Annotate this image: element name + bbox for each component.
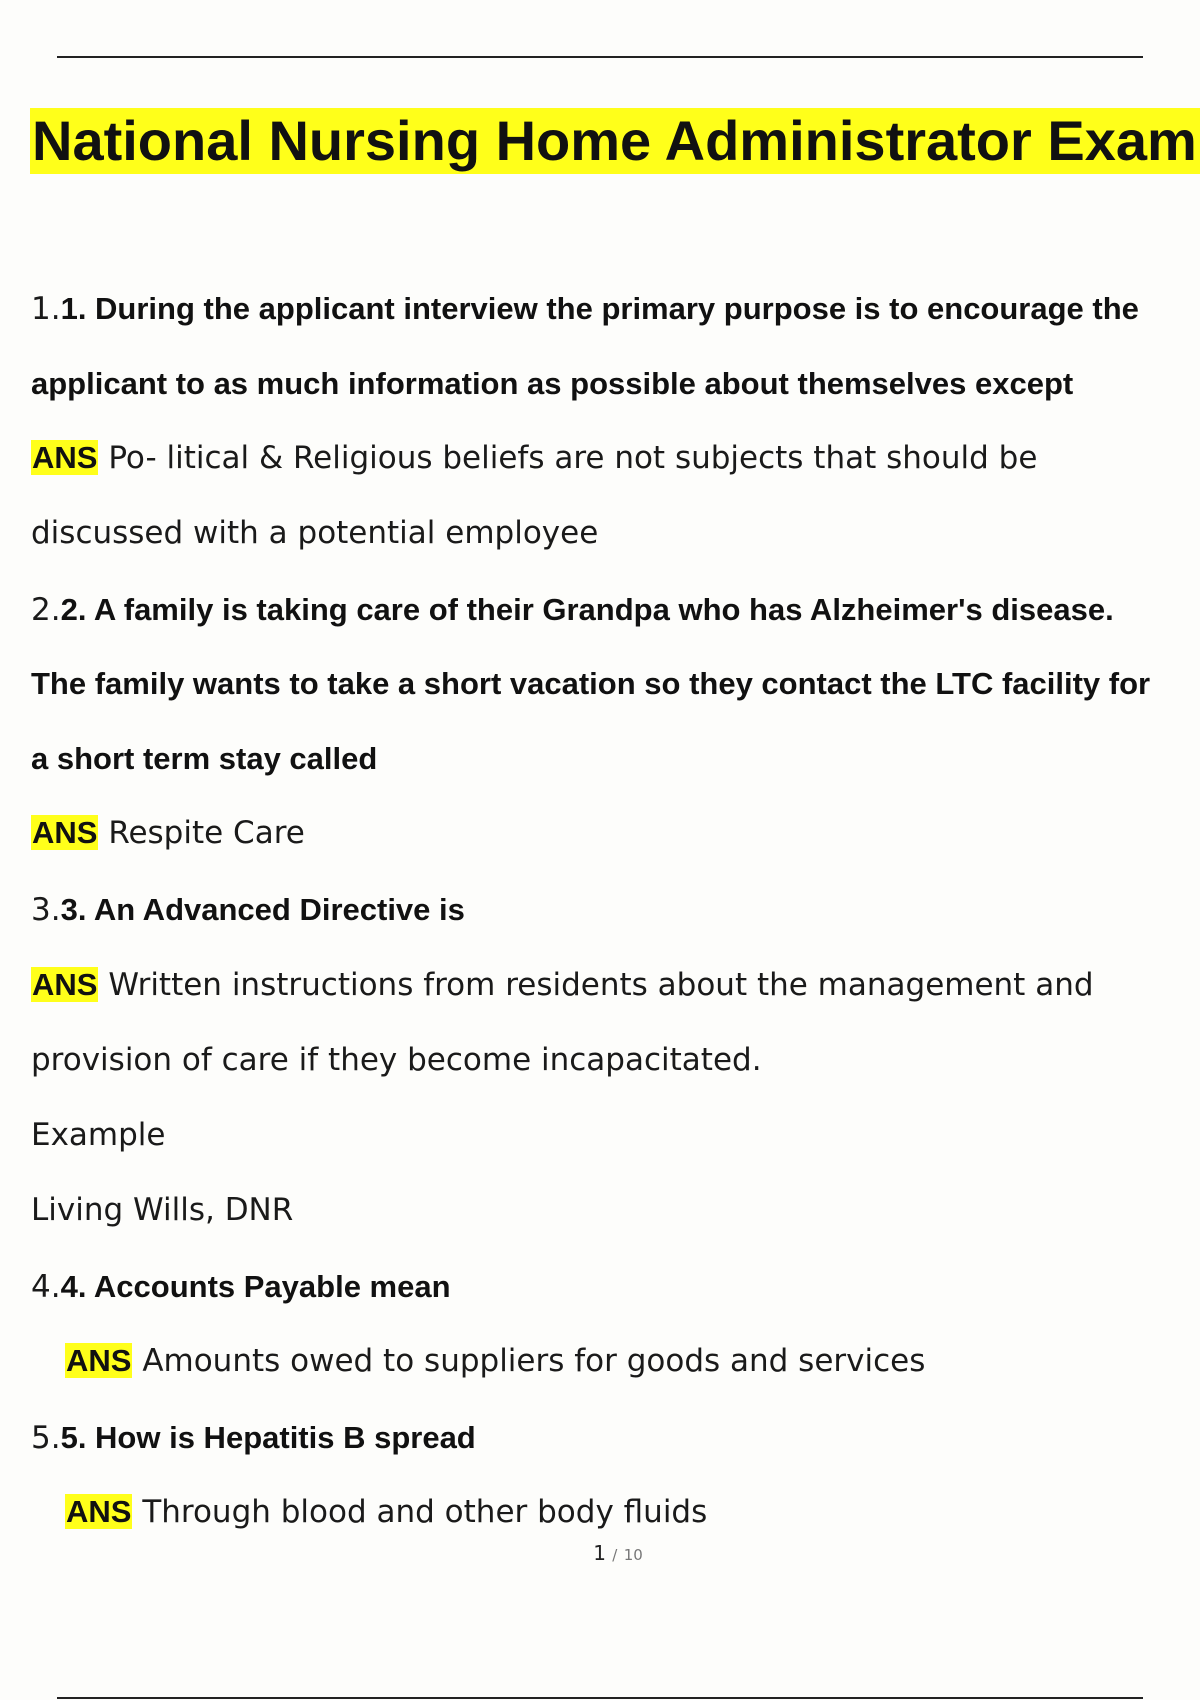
answer-2-line-1 <box>31 813 305 853</box>
question-1-line-1 <box>31 289 1139 329</box>
answer-label: ANS <box>66 1343 132 1378</box>
question-2-line-3 <box>31 739 377 779</box>
question-1-number: 1. <box>31 291 61 327</box>
answer-1-line-1 <box>31 438 1037 478</box>
answer-label: ANS <box>66 1494 132 1529</box>
answer-label: ANS <box>32 815 98 850</box>
answer-3-text-cont: Living Wills, DNR <box>31 1192 294 1228</box>
footer-rule <box>57 1697 1143 1699</box>
question-5-number: 5. <box>31 1420 61 1456</box>
answer-3-text: Written instructions from residents about the management and <box>108 967 1094 1003</box>
question-2-text-cont: a short term stay called <box>31 741 378 776</box>
answer-3-line-3 <box>31 1115 166 1155</box>
question-4-line-1 <box>31 1267 451 1307</box>
question-4-number: 4. <box>31 1269 61 1305</box>
answer-5-line-1 <box>65 1492 707 1532</box>
page-separator: / <box>612 1546 618 1564</box>
question-4-text: 4. Accounts Payable mean <box>60 1269 451 1304</box>
page-indicator <box>0 1541 1200 1565</box>
question-1-text-cont: applicant to as much information as possible about themselves except <box>31 366 1074 401</box>
answer-1-text-cont: discussed with a potential employee <box>31 515 599 551</box>
question-3-line-1 <box>31 890 465 930</box>
page-current: 1 <box>593 1541 606 1565</box>
answer-5-text: Through blood and other body fluids <box>142 1494 708 1530</box>
answer-1-text: Po- litical & Religious beliefs are not subjects that should be <box>108 440 1038 476</box>
answer-3-text-cont: provision of care if they become incapacitated. <box>31 1042 762 1078</box>
answer-label: ANS <box>32 440 98 475</box>
answer-1-line-2 <box>31 513 598 553</box>
question-1-text: 1. During the applicant interview the primary purpose is to encourage the <box>60 291 1139 326</box>
page-total: 10 <box>623 1546 643 1564</box>
question-5-line-1 <box>31 1418 476 1458</box>
answer-3-line-4 <box>31 1190 293 1230</box>
question-3-text: 3. An Advanced Directive is <box>60 892 465 927</box>
question-2-text-cont: The family wants to take a short vacation so they contact the LTC facility for <box>31 666 1151 701</box>
question-2-line-2 <box>31 664 1150 704</box>
question-2-text: 2. A family is taking care of their Grandpa who has Alzheimer's disease. <box>60 592 1114 627</box>
question-1-line-2 <box>31 364 1073 404</box>
question-2-number: 2. <box>31 592 61 628</box>
header-rule <box>57 56 1143 58</box>
answer-3-line-1 <box>31 965 1094 1005</box>
answer-4-line-1 <box>65 1341 925 1381</box>
question-2-line-1 <box>31 590 1114 630</box>
question-3-number: 3. <box>31 892 61 928</box>
answer-4-text: Amounts owed to suppliers for goods and services <box>142 1343 926 1379</box>
question-5-text: 5. How is Hepatitis B spread <box>60 1420 476 1455</box>
answer-2-text: Respite Care <box>108 815 305 851</box>
answer-3-text-cont: Example <box>31 1117 166 1153</box>
document-title: National Nursing Home Administrator Exam <box>30 108 1200 174</box>
answer-3-line-2 <box>31 1040 762 1080</box>
answer-label: ANS <box>32 967 98 1002</box>
